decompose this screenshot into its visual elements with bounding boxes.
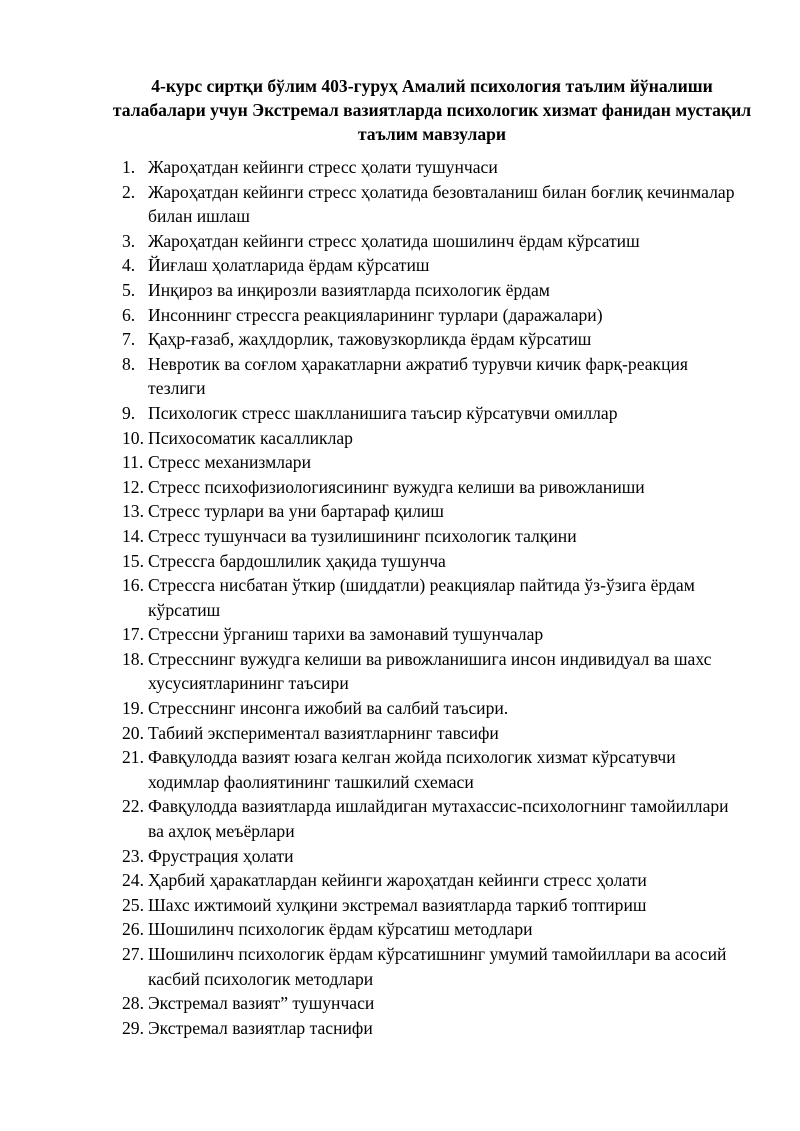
list-item-number: 6. [122, 304, 136, 325]
list-item-text: Шошилинч психологик ёрдам кўрсатиш методлари [148, 919, 533, 940]
list-item [122, 549, 742, 574]
list-item-text: Стрессга нисбатан ўткир (шиддатли) реакциялар пайтида ўз-ўзига ёрдам кўрсатиш [148, 575, 695, 620]
list-item-number: 24. [122, 870, 144, 891]
list-item-text: Қаҳр-ғазаб, жаҳлдорлик, тажовузкорликда ёрдам кўрсатиш [148, 329, 592, 350]
list-item-number: 20. [122, 722, 144, 743]
list-item [122, 893, 742, 918]
list-item-text: Фавқулодда вазият юзага келган жойда психологик хизмат кўрсатувчи ходимлар фаолиятининг ташкилий схемаси [148, 747, 676, 792]
list-item-number: 25. [122, 894, 144, 915]
list-item-text: Стресс тушунчаси ва тузилишининг психологик талқини [148, 525, 577, 546]
list-item-number: 11. [122, 452, 144, 473]
list-item-text: Инқироз ва инқирозли вазиятларда психологик ёрдам [148, 279, 550, 300]
list-item-number: 8. [122, 353, 136, 374]
list-item [122, 352, 742, 401]
list-item [122, 155, 742, 180]
list-item-number: 13. [122, 501, 144, 522]
list-item-text: Фрустрация ҳолати [148, 845, 294, 866]
list-item [122, 401, 742, 426]
list-item-text: Экстремал вазиятлар таснифи [148, 1017, 373, 1038]
list-item-text: Экстремал вазият” тушунчаси [148, 993, 375, 1014]
list-item [122, 991, 742, 1016]
list-item-text: Фавқулодда вазиятларда ишлайдиган мутахассис-психологнинг тамойиллари ва аҳлоқ меъёрлари [148, 796, 729, 842]
list-item [122, 622, 742, 647]
list-item-text: Жароҳатдан кейинги стресс ҳолатида шошилинч ёрдам кўрсатиш [148, 230, 640, 251]
list-item-text: Стресснинг инсонга ижобий ва салбий таъсири. [148, 698, 509, 719]
list-item-text: Невротик ва соғлом ҳаракатларни ажратиб турувчи кичик фарқ-реакция тезлиги [148, 353, 688, 399]
list-item [122, 844, 742, 869]
list-item-number: 2. [122, 181, 136, 202]
list-item [122, 696, 742, 721]
list-item-number: 28. [122, 993, 144, 1014]
list-item [122, 327, 742, 352]
list-item-number: 17. [122, 624, 144, 645]
list-item-text: Ҳарбий ҳаракатлардан кейинги жароҳатдан кейинги стресс ҳолати [148, 870, 647, 891]
list-item-number: 7. [122, 329, 136, 350]
list-item-text: Стрессга бардошлилик ҳақида тушунча [148, 550, 446, 571]
list-item [122, 942, 742, 991]
list-item-number: 12. [122, 476, 144, 497]
list-item [122, 499, 742, 524]
list-item-number: 21. [122, 747, 144, 768]
topic-list [122, 155, 742, 1040]
list-item [122, 1016, 742, 1041]
list-item-text: Стресс турлари ва уни бартараф қилиш [148, 501, 444, 522]
list-item [122, 745, 742, 794]
list-item-number: 1. [122, 157, 136, 177]
list-item [122, 278, 742, 303]
list-item-number: 9. [122, 402, 136, 423]
list-item [122, 229, 742, 254]
list-item [122, 303, 742, 328]
list-item [122, 647, 742, 696]
list-item-number: 3. [122, 230, 136, 251]
list-item-number: 29. [122, 1017, 144, 1038]
list-item-number: 15. [122, 550, 144, 571]
list-item [122, 524, 742, 549]
list-item-number: 10. [122, 427, 144, 448]
list-item [122, 794, 742, 843]
list-item-text: Инсоннинг стрессга реакцияларининг турлари (даражалари) [148, 304, 603, 325]
list-item [122, 721, 742, 746]
list-item-text: Стресснинг вужудга келиши ва ривожланишига инсон индивидуал ва шахс хусусиятларининг таъсири [148, 648, 712, 694]
list-item-number: 5. [122, 279, 136, 300]
list-item-number: 19. [122, 698, 144, 719]
list-item-text: Жароҳатдан кейинги стресс ҳолатида безовталаниш билан боғлиқ кечинмалар билан ишлаш [148, 181, 735, 227]
list-item [122, 868, 742, 893]
list-item-text: Стресс психофизиологиясининг вужудга келиши ва ривожланиши [148, 476, 645, 497]
list-item [122, 180, 742, 229]
list-item-number: 27. [122, 944, 144, 964]
list-item-text: Йиғлаш ҳолатларида ёрдам кўрсатиш [148, 255, 430, 276]
list-item [122, 917, 742, 942]
list-item-number: 26. [122, 919, 144, 940]
list-item-text: Шахс ижтимоий хулқини экстремал вазиятларда таркиб топтириш [148, 894, 647, 915]
list-item-text: Табиий экспериментал вазиятларнинг тавсифи [148, 722, 499, 743]
list-item [122, 573, 742, 622]
list-item-number: 14. [122, 525, 144, 546]
list-item-number: 16. [122, 575, 144, 596]
list-item-text: Шошилинч психологик ёрдам кўрсатишнинг умумий тамойиллари ва асосий касбий психологик методлари [148, 944, 727, 989]
list-item [122, 450, 742, 475]
list-item [122, 426, 742, 451]
list-item [122, 475, 742, 500]
list-item-number: 22. [122, 796, 144, 817]
list-item-number: 18. [122, 648, 144, 669]
list-item-text: Жароҳатдан кейинги стресс ҳолати тушунчаси [148, 157, 498, 177]
list-item-text: Стрессни ўрганиш тарихи ва замонавий тушунчалар [148, 624, 544, 645]
list-item-text: Психологик стресс шаклланишига таъсир кўрсатувчи омиллар [148, 402, 618, 423]
list-item-text: Стресс механизмлари [148, 452, 312, 473]
list-item-text: Психосоматик касалликлар [148, 427, 353, 448]
list-item-number: 23. [122, 845, 144, 866]
document-title: 4-курс сиртқи бўлим 403-гуруҳ Амалий психология таълим йўналиши талабалари учун Экстремал вазиятларда психологик хизмат фанидан мустақил таълим мавзулари [112, 76, 752, 144]
list-item-number: 4. [122, 255, 136, 276]
list-item [122, 253, 742, 278]
